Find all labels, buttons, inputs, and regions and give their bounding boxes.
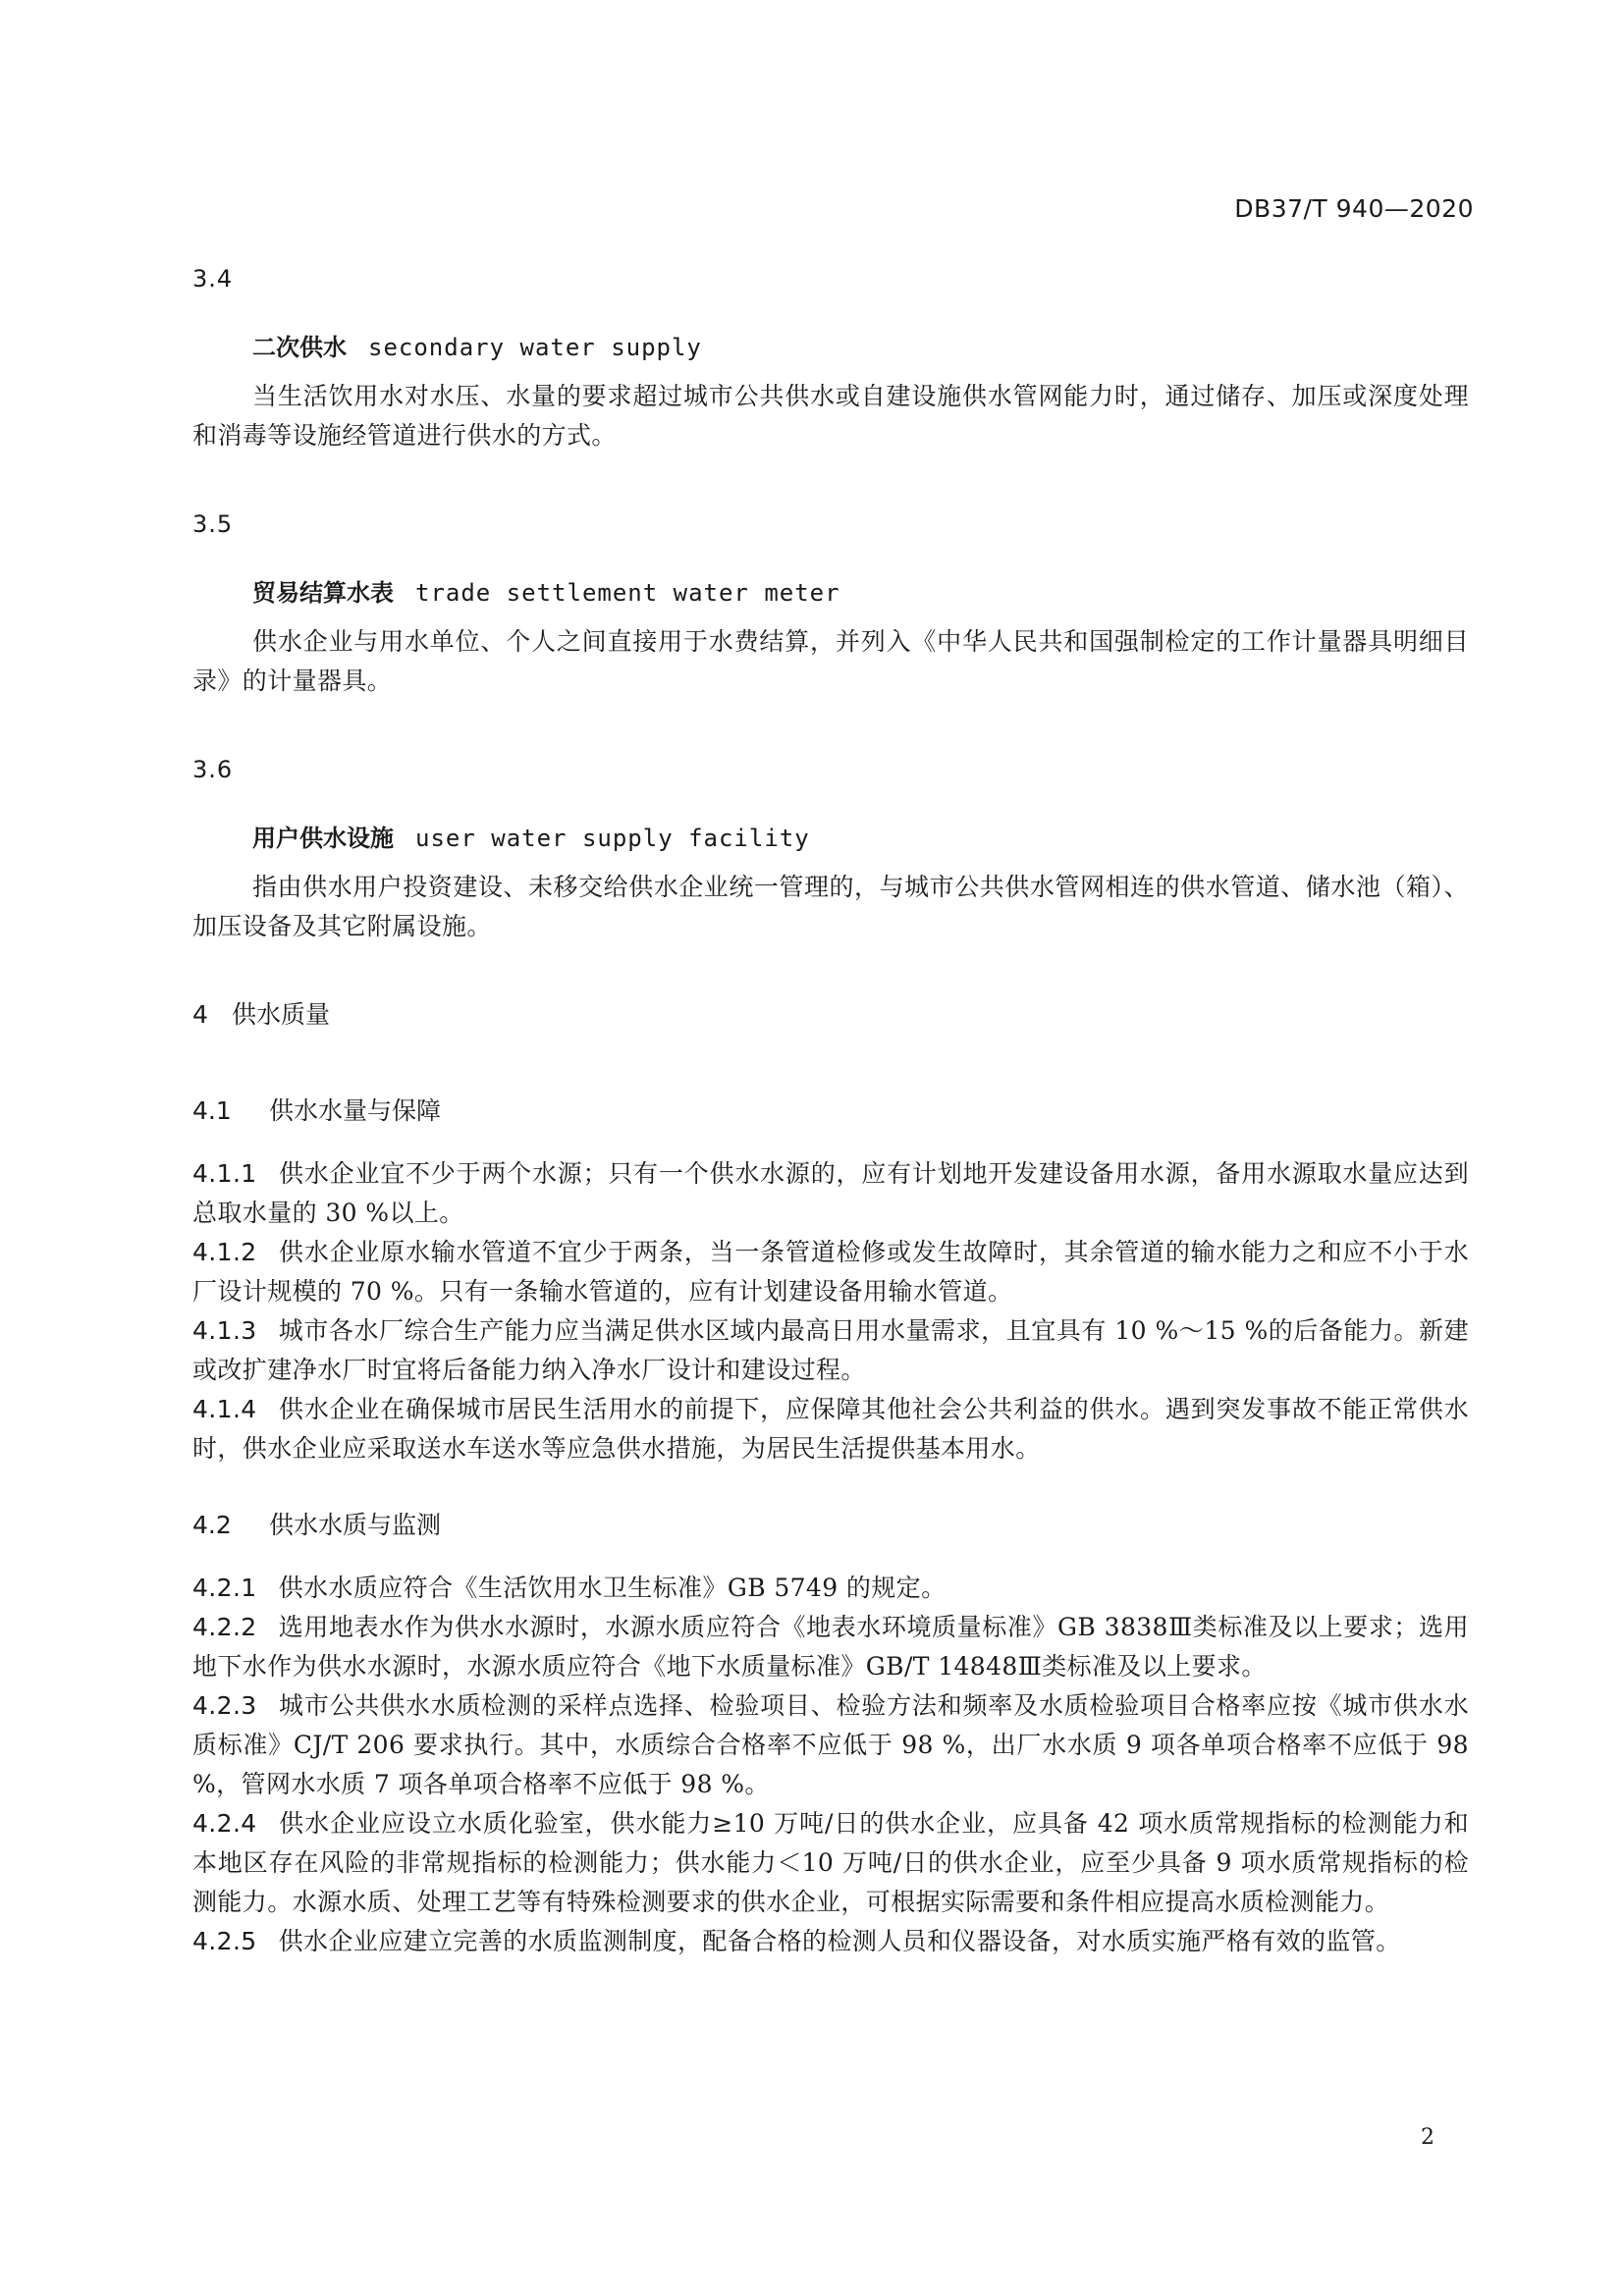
term-3-4 bbox=[192, 265, 1469, 455]
section-title: 供水水质与监测 bbox=[269, 1511, 442, 1539]
clause-number: 4.2.1 bbox=[192, 1574, 257, 1602]
clause-text: 供水企业应设立水质化验室，供水能力≥10 万吨/日的供水企业，应具备 42 项水质常规指标的检测能力和本地区存在风险的非常规指标的检测能力；供水能力＜10 万吨/日的供水企业，应至少具备 9 项水质常规指标的检测能力。水源水质、处理工艺等有特殊检测要求的供水企业，可根据实际需要和条件相应提高水质检测能力。 bbox=[192, 1809, 1469, 1916]
document-body bbox=[192, 265, 1469, 1961]
section-heading-4 bbox=[192, 995, 1469, 1031]
term-3-5 bbox=[192, 510, 1469, 701]
clause-text: 供水企业原水输水管道不宜少于两条，当一条管道检修或发生故障时，其余管道的输水能力之和应不小于水厂设计规模的 70 %。只有一条输水管道的，应有计划建设备用输水管道。 bbox=[192, 1238, 1469, 1306]
section-heading-4-2 bbox=[192, 1506, 1469, 1541]
clause-4-1-4 bbox=[192, 1390, 1469, 1468]
document-id: DB37/T 940—2020 bbox=[1234, 194, 1474, 223]
clause-list-4-1 bbox=[192, 1154, 1469, 1468]
term-title-cn: 用户供水设施 bbox=[252, 825, 394, 852]
term-title-en: user water supply facility bbox=[415, 825, 810, 852]
section-number: 4.1 bbox=[192, 1096, 232, 1125]
clause-number: 4.2.5 bbox=[192, 1927, 257, 1955]
clause-text: 选用地表水作为供水水源时，水源水质应符合《地表水环境质量标准》GB 3838Ⅲ类标准及以上要求；选用地下水作为供水水源时，水源水质应符合《地下水质量标准》GB/T 14848Ⅲ类标准及以上要求。 bbox=[192, 1613, 1469, 1681]
term-number: 3.6 bbox=[192, 756, 234, 783]
clause-text: 城市各水厂综合生产能力应当满足供水区域内最高日用水量需求，且宜具有 10 %～15 %的后备能力。新建或改扩建净水厂时宜将后备能力纳入净水厂设计和建设过程。 bbox=[192, 1316, 1469, 1384]
clause-text: 城市公共供水水质检测的采样点选择、检验项目、检验方法和频率及水质检验项目合格率应按《城市供水水质标准》CJ/T 206 要求执行。其中，水质综合合格率不应低于 98 %，出厂水水质 9 项各单项合格率不应低于 98 %，管网水水质 7 项各单项合格率不应低于 98 %。 bbox=[192, 1691, 1469, 1798]
clause-4-2-2 bbox=[192, 1608, 1469, 1686]
clause-4-1-2 bbox=[192, 1233, 1469, 1311]
clause-number: 4.1.2 bbox=[192, 1238, 257, 1266]
clause-number: 4.1.3 bbox=[192, 1316, 257, 1345]
page-number: 2 bbox=[1421, 2125, 1435, 2150]
clause-4-2-3 bbox=[192, 1686, 1469, 1804]
clause-text: 供水企业宜不少于两个水源；只有一个供水水源的，应有计划地开发建设备用水源，备用水源取水量应达到总取水量的 30 %以上。 bbox=[192, 1159, 1469, 1227]
term-definition: 当生活饮用水对水压、水量的要求超过城市公共供水或自建设施供水管网能力时，通过储存、加压或深度处理和消毒等设施经管道进行供水的方式。 bbox=[192, 382, 1469, 450]
section-number: 4.2 bbox=[192, 1511, 232, 1539]
term-number: 3.5 bbox=[192, 510, 234, 538]
clause-4-1-3 bbox=[192, 1311, 1469, 1390]
term-title-en: trade settlement water meter bbox=[415, 579, 840, 607]
clause-text: 供水企业在确保城市居民生活用水的前提下，应保障其他社会公共利益的供水。遇到突发事故不能正常供水时，供水企业应采取送水车送水等应急供水措施，为居民生活提供基本用水。 bbox=[192, 1395, 1469, 1463]
clause-number: 4.1.1 bbox=[192, 1159, 257, 1188]
clause-4-2-4 bbox=[192, 1804, 1469, 1922]
term-title-en: secondary water supply bbox=[368, 334, 702, 361]
section-title: 供水水量与保障 bbox=[269, 1096, 442, 1125]
clause-list-4-2 bbox=[192, 1569, 1469, 1961]
clause-text: 供水水质应符合《生活饮用水卫生标准》GB 5749 的规定。 bbox=[278, 1574, 947, 1602]
clause-number: 4.2.4 bbox=[192, 1809, 257, 1838]
term-number: 3.4 bbox=[192, 265, 234, 293]
term-title bbox=[252, 330, 1469, 365]
section-number: 4 bbox=[192, 1000, 208, 1029]
term-title bbox=[252, 575, 1469, 611]
term-title-cn: 二次供水 bbox=[252, 334, 347, 361]
term-definition: 指由供水用户投资建设、未移交给供水企业统一管理的，与城市公共供水管网相连的供水管道、储水池（箱）、加压设备及其它附属设施。 bbox=[192, 873, 1469, 940]
clause-number: 4.2.2 bbox=[192, 1613, 257, 1641]
clause-number: 4.2.3 bbox=[192, 1691, 257, 1720]
clause-text: 供水企业应建立完善的水质监测制度，配备合格的检测人员和仪器设备，对水质实施严格有效的监管。 bbox=[278, 1927, 1401, 1955]
term-title-cn: 贸易结算水表 bbox=[252, 579, 394, 607]
section-heading-4-1 bbox=[192, 1092, 1469, 1127]
term-definition: 供水企业与用水单位、个人之间直接用于水费结算，并列入《中华人民共和国强制检定的工作计量器具明细目录》的计量器具。 bbox=[192, 627, 1469, 695]
clause-4-2-5 bbox=[192, 1922, 1469, 1961]
section-title: 供水质量 bbox=[232, 1000, 331, 1029]
clause-4-1-1 bbox=[192, 1154, 1469, 1233]
clause-number: 4.1.4 bbox=[192, 1395, 257, 1423]
term-title bbox=[252, 821, 1469, 856]
clause-4-2-1 bbox=[192, 1569, 1469, 1608]
term-3-6 bbox=[192, 756, 1469, 946]
